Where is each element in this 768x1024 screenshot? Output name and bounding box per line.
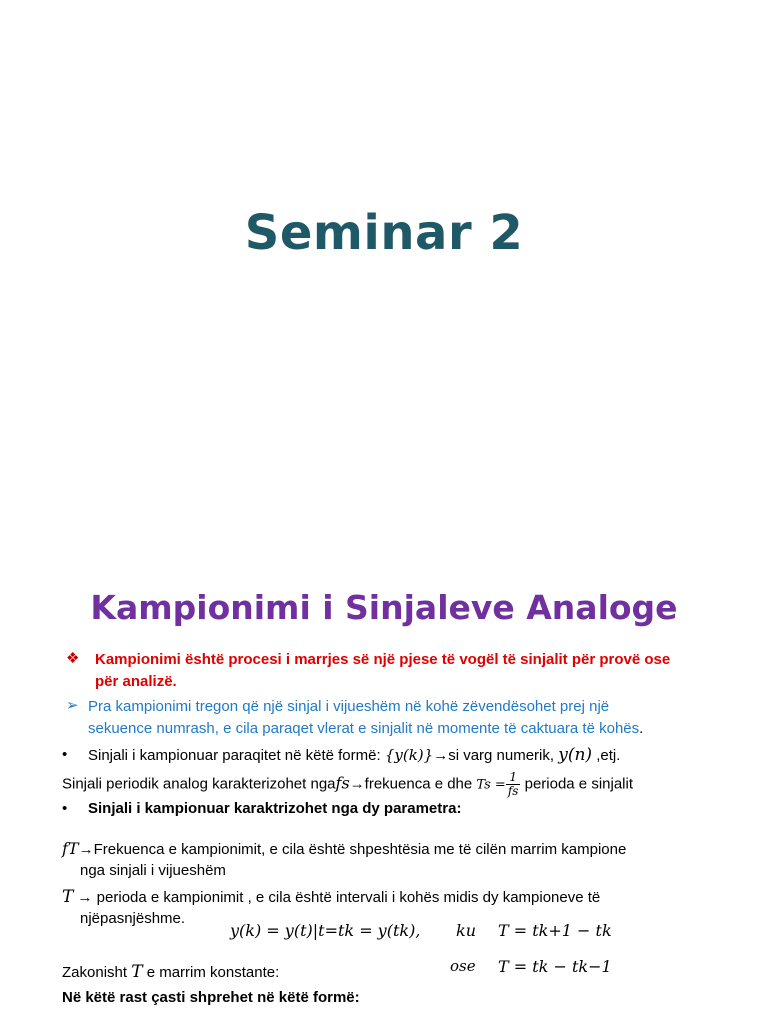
equation-period-backward: T = tk − tk−1 [498, 957, 612, 976]
math-ft: fT [62, 839, 79, 858]
math-t: T [62, 887, 74, 907]
text: e marrim konstante: [142, 964, 280, 981]
text: perioda e sinjalit [520, 775, 634, 793]
paragraph-definition-line1: Kampionimi është procesi i marrjes së një pjese të vogël të sinjalit për provë ose [95, 651, 671, 668]
math-t: T [131, 962, 143, 982]
text: →frekuenca e dhe [349, 775, 473, 793]
paragraph-constant [62, 961, 279, 984]
text: Zakonisht [62, 964, 132, 981]
paragraph-parameters: Sinjali i kampionuar karaktrizohet nga dy parametra: [88, 800, 462, 817]
slide-title: Seminar 2 [244, 205, 524, 261]
paragraph-explanation-line2 [88, 718, 643, 740]
dot-bullet-icon: • [62, 746, 68, 763]
text: → perioda e kampionimit , e cila është intervali i kohës midis dy kampioneve të [73, 889, 601, 906]
fraction-denominator: fs [507, 784, 519, 798]
explanation-period: . [639, 720, 644, 737]
equation-period-forward: T = tk+1 − tk [498, 921, 612, 940]
math-fs: fs [335, 773, 350, 793]
math-ts: Ts = [476, 777, 506, 793]
equation-y-k: y(k) = y(t)|t=tk = y(tk), [230, 921, 421, 940]
math-fraction [506, 771, 521, 798]
math-y-k: {y(k)} [384, 746, 434, 764]
paragraph-periodic-signal [62, 771, 633, 798]
paragraph-sampling-frequency-line2: nga sinjali i vijueshëm [80, 862, 226, 879]
paragraph-sampling-period-line2: njëpasnjëshme. [80, 910, 186, 927]
equation-ose-label: ose [450, 957, 476, 975]
section-title: Kampionimi i Sinjaleve Analoge [90, 588, 678, 627]
paragraph-sampling-frequency-line1 [62, 838, 626, 861]
paragraph-sampled-form [88, 744, 620, 767]
paragraph-instant-form: Në këtë rast çasti shprehet në këtë formë: [62, 989, 360, 1006]
text: →si varg numerik, [433, 747, 559, 764]
math-y-n: y(n) [558, 745, 593, 765]
equation-ku-label: ku [456, 921, 476, 940]
dot-bullet-icon: • [62, 800, 68, 817]
fraction-numerator: 1 [506, 771, 521, 785]
text: →Frekuenca e kampionimit, e cila është shpeshtësia me të cilën marrim kampione [78, 841, 627, 858]
text: Sinjali i kampionuar paraqitet në këtë formë: [88, 747, 385, 764]
explanation-text: sekuence numrash, e cila paraqet vlerat e sinjalit në momente të caktuara të kohës [88, 720, 640, 737]
paragraph-explanation-line1: Pra kampionimi tregon që një sinjal i vijueshëm në kohë zëvendësohet prej një [88, 698, 610, 715]
paragraph-definition-line2: për analizë. [95, 673, 177, 690]
diamond-bullet-icon: ❖ [66, 650, 80, 667]
text: ,etj. [592, 747, 621, 764]
text: Sinjali periodik analog karakterizohet nga [62, 775, 336, 793]
paragraph-sampling-period-line1 [62, 886, 600, 909]
arrow-bullet-icon: ➢ [66, 697, 79, 714]
